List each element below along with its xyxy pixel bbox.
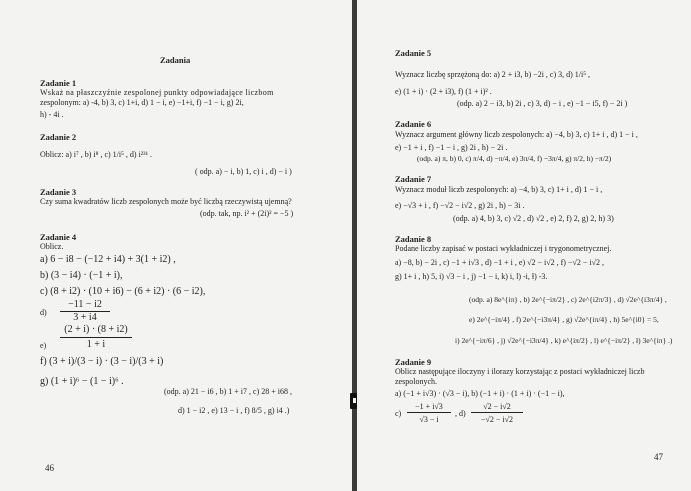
exercise-1-text: Wskaż na płaszczyźnie zespolonej punkty odpowiadające liczbom — [40, 88, 274, 97]
fraction-bar — [471, 412, 523, 413]
exercise-9-heading: Zadanie 9 — [395, 357, 432, 367]
exercise-4-item-d-label: d) — [40, 308, 47, 317]
exercise-6-answer: (odp. a) π, b) 0, c) π/4, d) −π/4, e) 3π/4, f) −3π/4, g) π/2, h) −π/2) — [417, 154, 612, 163]
exercise-5-text: Wyznacz liczbę sprzężoną do: a) 2 + i3, b) −2i , c) 3, d) 1/i⁵ , — [395, 70, 591, 79]
exercise-8-answer: i) 2e^{−iπ/6} , j) √2e^{−i3π/4} , k) e^{iπ/2} , l) e^{−iπ/2} , ł) 3e^{iπ} .) — [455, 336, 673, 345]
exercise-2-answer: ( odp. a) − i, b) 1, c) i , d) − i ) — [195, 167, 292, 176]
exercise-4-item-g: g) (1 + i)⁶ − (1 − i)⁶ . — [40, 376, 124, 387]
exercise-8-text: a) −8, b) − 2i , c) −1 + i√3 , d) −1 + i , e) √2 − i√2 , f) −√2 − i√2 , — [395, 258, 604, 267]
exercise-6-heading: Zadanie 6 — [395, 119, 432, 129]
fraction-denominator: 3 + i4 — [73, 312, 97, 323]
exercise-4-item-f: f) (3 + i)/(3 − i) · (3 − i)/(3 + i) — [40, 356, 164, 367]
exercise-4-intro: Oblicz. — [40, 242, 64, 251]
exercise-1-text: h) - 4i . — [40, 110, 64, 119]
exercise-9-text: Oblicz następujące iloczyny i ilorazy korzystając z postaci wykładniczej liczb — [395, 367, 645, 376]
exercise-5-answer: (odp. a) 2 − i3, b) 2i , c) 3, d) − i , e) −1 − i5, f) − 2i ) — [457, 99, 628, 108]
exercise-4-item-a: a) 6 − i8 − (−12 + i4) + 3(1 + i2) , — [40, 254, 176, 265]
exercise-2-heading: Zadanie 2 — [40, 132, 77, 142]
exercise-7-answer: (odp. a) 4, b) 3, c) √2 , d) √2 , e) 2, f) 2, g) 2, h) 3) — [453, 214, 614, 223]
exercise-8-heading: Zadanie 8 — [395, 234, 432, 244]
exercise-5-text: e) (1 + i) · (2 + i3), f) (1 + i)² . — [395, 87, 492, 96]
exercise-1-text: zespolonym: a) -4, b) 3, c) 1+i, d) 1 − i, e) −1+i, f) −1 − i, g) 2i, — [40, 98, 244, 107]
fraction-denominator: 1 + i — [86, 339, 106, 350]
exercise-6-text: e) −1 + i , f) −1 − i , g) 2i , h) − 2i . — [395, 143, 508, 152]
fraction-numerator: √2 − i√2 — [483, 402, 511, 411]
fraction-denominator: −√2 − i√2 — [480, 415, 514, 424]
fraction-bar — [407, 412, 451, 413]
exercise-8-answer: e) 2e^{−iπ/4} , f) 2e^{−i3π/4} , g) √2e^{iπ/4} , h) 5e^{i0} = 5, — [469, 315, 659, 324]
exercise-7-heading: Zadanie 7 — [395, 174, 432, 184]
exercise-9-text: a) (−1 + i√3) · (√3 − i), b) (−1 + i) · (1 + i) · (−1 − i), — [395, 389, 565, 398]
right-page — [357, 0, 691, 491]
fraction-numerator: −1 + i√3 — [415, 402, 443, 411]
exercise-8-text: g) 1+ i , h) 5, i) √3 − i , j) −1 − i, k) i, l) -i, ł) -3. — [395, 272, 548, 281]
exercise-9-item-c-label: c) — [395, 409, 402, 418]
exercise-7-text: Wyznacz moduł liczb zespolonych: a) −4, b) 3, c) 1+ i , d) 1 − i , — [395, 185, 603, 194]
exercise-4-item-e-label: e) — [40, 341, 47, 350]
exercise-4-item-b: b) (3 − i4) · (−1 + i), — [40, 270, 123, 281]
fraction-bar — [60, 337, 132, 338]
exercise-8-text: Podane liczby zapisać w postaci wykładniczej i trygonometrycznej. — [395, 244, 612, 253]
page-number: 46 — [45, 463, 54, 473]
exercise-2-text: Oblicz: a) i⁷ , b) i⁸ , c) 1/i⁵ , d) i²³¹ . — [40, 150, 152, 159]
exercise-4-answer: (odp. a) 21 − i6 , b) 1 + i7 , c) 28 + i68 , — [164, 387, 292, 396]
exercise-3-text: Czy suma kwadratów liczb zespolonych może być liczbą rzeczywistą ujemną? — [40, 197, 292, 206]
exercise-3-heading: Zadanie 3 — [40, 187, 77, 197]
exercise-8-answer: (odp. a) 8e^{iπ} , b) 2e^{−iπ/2} , c) 2e^{i2π/3} , d) √2e^{i3π/4} , — [469, 295, 667, 304]
fraction-numerator: −11 − i2 — [68, 299, 102, 310]
page-title: Zadania — [160, 55, 191, 65]
exercise-9-text: zespolonych. — [395, 377, 437, 386]
exercise-7-text: e) −√3 + i , f) −√2 − i√2 , g) 2i , h) − 3i . — [395, 201, 525, 210]
exercise-4-item-c: c) (8 + i2) · (10 + i6) − (6 + i2) · (6 − i2), — [40, 286, 206, 297]
page-number: 47 — [654, 452, 663, 462]
exercise-9-item-d-label: , d) — [455, 409, 466, 418]
exercise-3-answer: (odp. tak, np. i² + (2i)² = −5 ) — [200, 209, 294, 218]
exercise-5-heading: Zadanie 5 — [395, 48, 432, 58]
exercise-6-text: Wyznacz argument główny liczb zespolonych: a) −4, b) 3, c) 1+ i , d) 1 − i , — [395, 130, 638, 139]
exercise-4-heading: Zadanie 4 — [40, 232, 77, 242]
fraction-denominator: √3 − i — [419, 415, 439, 424]
exercise-1-heading: Zadanie 1 — [40, 78, 77, 88]
fraction-numerator: (2 + i) · (8 + i2) — [64, 324, 128, 335]
exercise-4-answer: d) 1 − i2 , e) 13 − i , f) 8/5 , g) i4 .) — [178, 406, 290, 415]
